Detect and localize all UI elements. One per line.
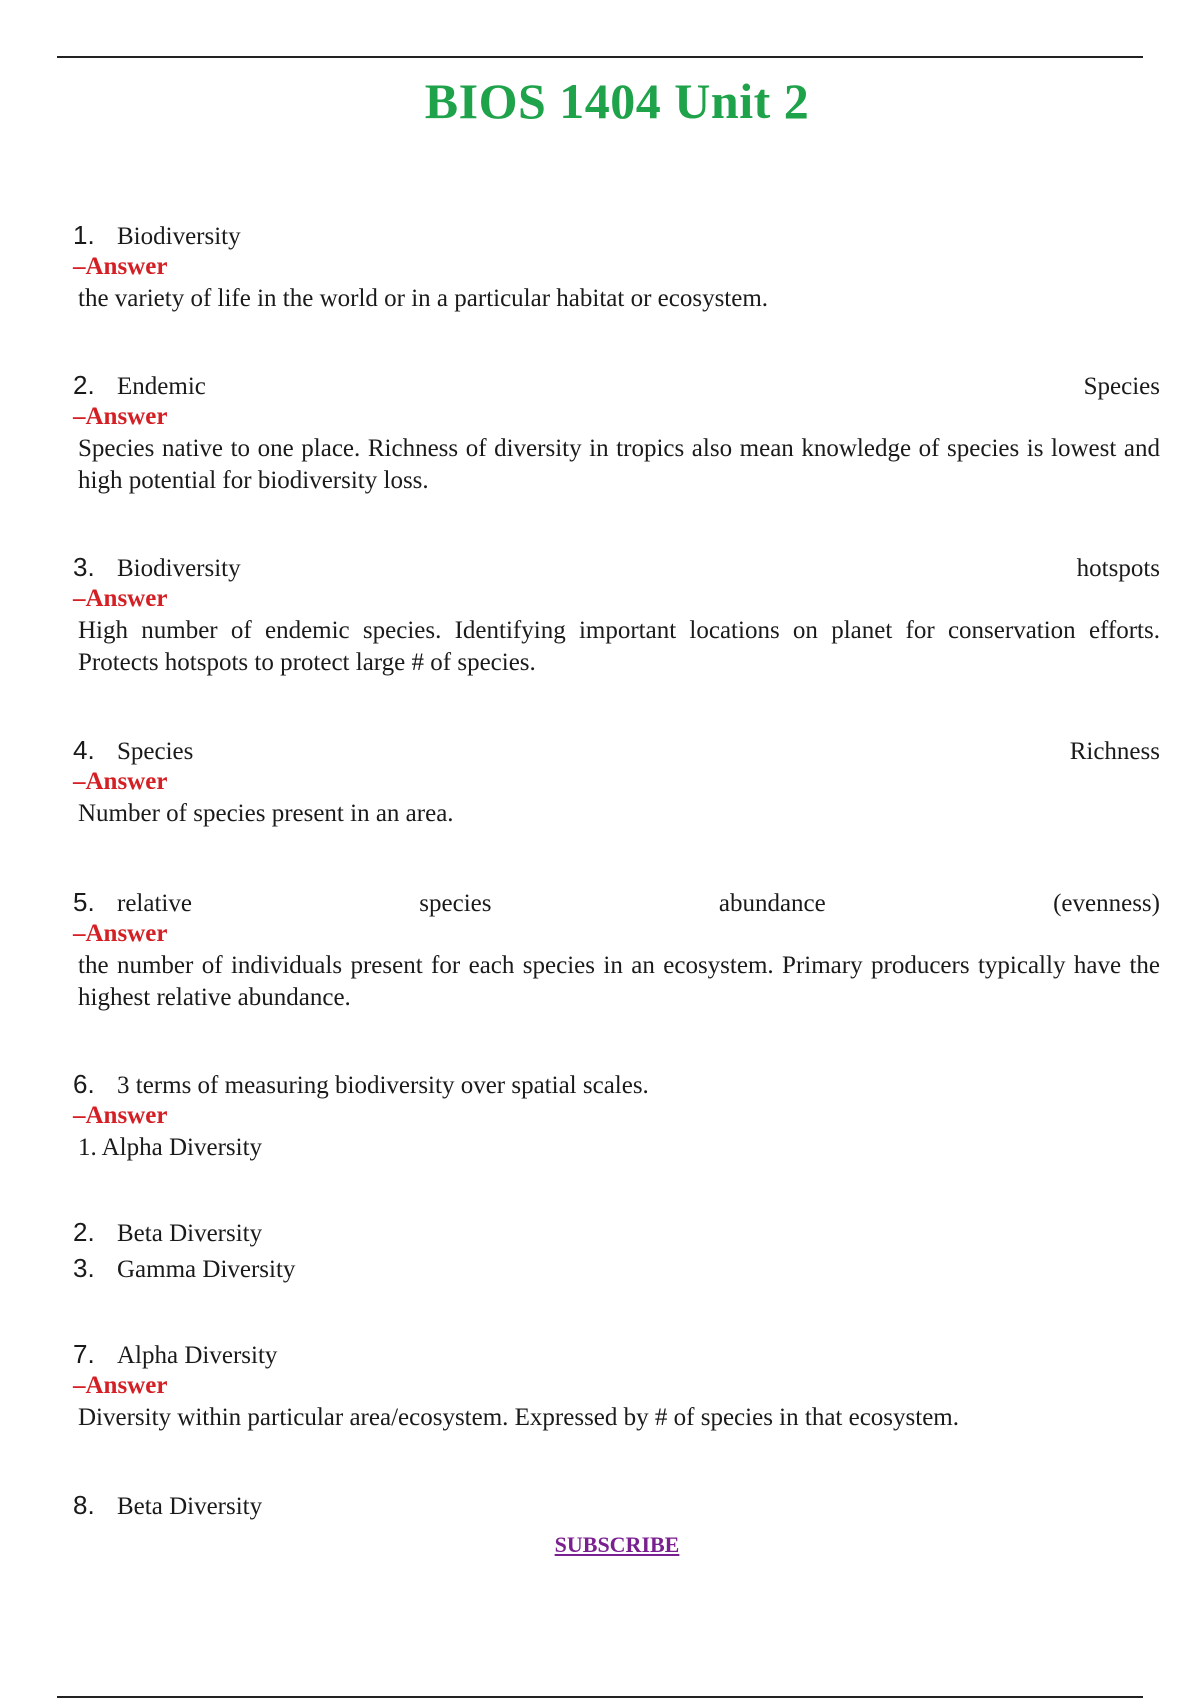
- question-heading: [73, 886, 1160, 918]
- term-word: relative: [117, 890, 192, 917]
- answer-text: Diversity within particular area/ecosystem. Expressed by # of species in that ecosystem.: [78, 1404, 959, 1431]
- sub-item-text: Beta Diversity: [117, 1220, 263, 1247]
- answer-text: the variety of life in the world or in a particular habitat or ecosystem.: [78, 285, 769, 312]
- term-word: Richness: [1069, 738, 1160, 765]
- question-heading: [73, 1338, 1160, 1370]
- term-word: Species: [1083, 373, 1160, 400]
- term-word: (evenness): [1053, 890, 1160, 917]
- answer-label: –Answer: [73, 403, 168, 430]
- question-2: [73, 369, 1160, 497]
- term-word: 3 terms of measuring biodiversity over spatial scales.: [117, 1072, 649, 1099]
- question-8: [73, 1489, 1160, 1521]
- bottom-rule: [57, 1696, 1143, 1698]
- question-7: [73, 1338, 1160, 1434]
- question-number: 3.: [73, 552, 95, 582]
- sub-item-number: 2.: [73, 1217, 95, 1247]
- term-word: species: [419, 890, 492, 917]
- question-term: [117, 553, 1160, 585]
- question-number: 6.: [73, 1069, 95, 1099]
- question-heading: [73, 551, 1160, 583]
- answer-label: –Answer: [73, 1372, 168, 1399]
- question-heading: [73, 219, 1160, 251]
- answer-label: –Answer: [73, 1102, 168, 1129]
- question-1: [73, 219, 1160, 315]
- question-number: 1.: [73, 220, 95, 250]
- term-word: Species: [117, 738, 194, 765]
- term-word: Biodiversity: [117, 223, 241, 250]
- sub-item-text-wrap: [117, 1218, 1160, 1250]
- question-term: [117, 221, 1160, 253]
- question-5: [73, 886, 1160, 1014]
- term-word: Beta Diversity: [117, 1493, 263, 1520]
- answer-label: –Answer: [73, 920, 168, 947]
- sub-item-number: 3.: [73, 1253, 95, 1283]
- answer-label: –Answer: [73, 253, 168, 280]
- question-4: [73, 734, 1160, 830]
- term-word: hotspots: [1076, 555, 1160, 582]
- subscribe-link[interactable]: SUBSCRIBE: [554, 1532, 680, 1557]
- question-number: 4.: [73, 735, 95, 765]
- question-heading: [73, 369, 1160, 401]
- page-title: BIOS 1404 Unit 2: [424, 73, 810, 129]
- answer-label: –Answer: [73, 585, 168, 612]
- question-term: [117, 1491, 1160, 1523]
- question-6: [73, 1068, 1160, 1164]
- answer-text: Number of species present in an area.: [78, 800, 454, 827]
- question-term: [117, 1340, 1160, 1372]
- sub-item-3: [73, 1252, 1160, 1284]
- question-number: 2.: [73, 370, 95, 400]
- question-number: 5.: [73, 887, 95, 917]
- top-rule: [57, 56, 1143, 58]
- term-word: abundance: [718, 890, 826, 917]
- question-heading: [73, 734, 1160, 766]
- term-word: Alpha Diversity: [117, 1342, 278, 1369]
- sub-item-text: Gamma Diversity: [117, 1256, 296, 1283]
- question-heading: [73, 1068, 1160, 1100]
- question-term: [117, 1070, 1160, 1102]
- sub-item-text-wrap: [117, 1254, 1160, 1286]
- answer-text: the number of individuals present for each species in an ecosystem. Primary producers typically have the highest relative abundance.: [78, 952, 1160, 1011]
- term-word: Endemic: [117, 373, 206, 400]
- term-word: Biodiversity: [117, 555, 241, 582]
- sub-item-heading: [73, 1216, 1160, 1248]
- question-3: [73, 551, 1160, 679]
- answer-text: 1. Alpha Diversity: [78, 1134, 263, 1161]
- question-term: [117, 736, 1160, 768]
- sub-item-2: [73, 1216, 1160, 1248]
- question-number: 8.: [73, 1490, 95, 1520]
- sub-item-heading: [73, 1252, 1160, 1284]
- question-heading: [73, 1489, 1160, 1521]
- answer-text: High number of endemic species. Identifying important locations on planet for conservation efforts. Protects hotspots to protect large # of species.: [78, 617, 1160, 676]
- question-term: [117, 371, 1160, 403]
- question-term: [117, 888, 1160, 920]
- answer-label: –Answer: [73, 768, 168, 795]
- answer-text: Species native to one place. Richness of diversity in tropics also mean knowledge of species is lowest and high potential for biodiversity loss.: [78, 435, 1160, 494]
- question-number: 7.: [73, 1339, 95, 1369]
